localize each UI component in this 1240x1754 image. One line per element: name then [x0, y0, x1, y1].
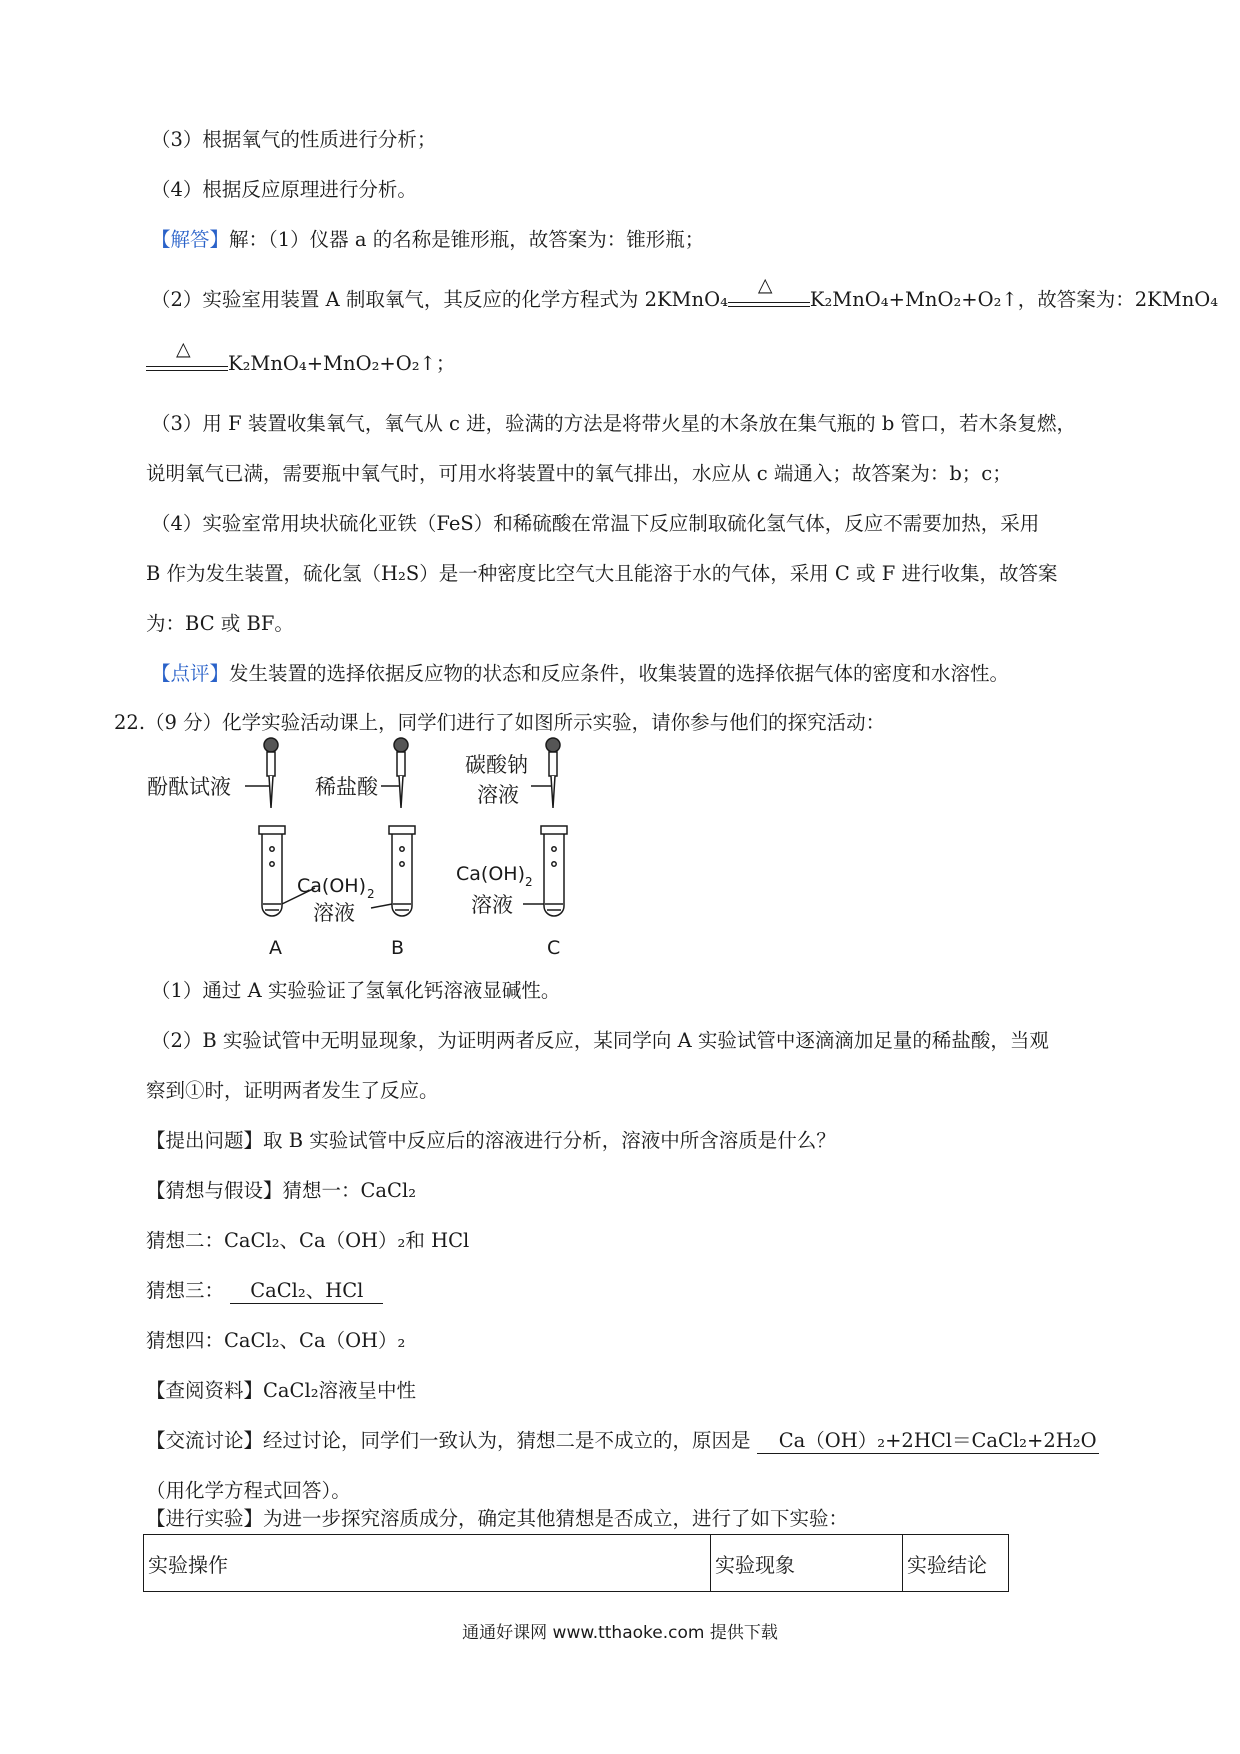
text-line: 察到①时，证明两者发生了反应。	[146, 1079, 439, 1102]
text-line: （1）通过 A 实验验证了氢氧化钙溶液显碱性。	[151, 979, 561, 1002]
text-line	[151, 661, 1009, 687]
test-tube-a	[259, 826, 315, 916]
text-line: （4）实验室常用块状硫化亚铁（FeS）和稀硫酸在常温下反应制取硫化氢气体，反应不需要加热，采用	[151, 512, 1040, 535]
answer-text: 解：（1）仪器 a 的名称是锥形瓶，故答案为：锥形瓶；	[229, 228, 705, 251]
solution-label-b-line1: Ca(OH)	[297, 875, 366, 897]
heating-equals-sign	[728, 273, 810, 314]
solution-label-c-sub: 2	[525, 875, 533, 889]
solution-label-c-line2: 溶液	[471, 893, 513, 917]
table-header-operation: 实验操作	[144, 1535, 711, 1591]
dropper-label-c-line2: 溶液	[477, 783, 519, 807]
page-footer: 通通好课网 www.tthaoke.com 提供下载	[462, 1623, 778, 1643]
text-line: （3）用 F 装置收集氧气，氧气从 c 进，验满的方法是将带火星的木条放在集气瓶的 b 管口，若木条复燃，	[151, 412, 1077, 435]
text-line: 【查阅资料】CaCl₂溶液呈中性	[146, 1379, 417, 1402]
test-tube-c	[523, 826, 567, 916]
text-line: 【猜想与假设】猜想一：CaCl₂	[146, 1179, 417, 1202]
text-line: （2）B 实验试管中无明显现象，为证明两者反应，某同学向 A 实验试管中逐滴滴加足量的稀盐酸，当观	[151, 1029, 1049, 1052]
tube-letter-b: B	[391, 937, 405, 959]
text-line: （3）根据氧气的性质进行分析；	[151, 128, 437, 151]
text-line: 【提出问题】取 B 实验试管中反应后的溶液进行分析，溶液中所含溶质是什么？	[146, 1129, 836, 1152]
test-tube-b	[371, 826, 415, 916]
discussion-answer: Ca（OH）₂+2HCl＝CaCl₂+2H₂O	[757, 1429, 1099, 1454]
dropper-label-b: 稀盐酸	[315, 775, 378, 799]
text-line: （用化学方程式回答）。	[146, 1479, 351, 1502]
solution-label-c-line1: Ca(OH)	[456, 863, 525, 885]
triangle-icon: △	[757, 273, 773, 296]
equation-line	[146, 337, 456, 378]
text-line	[151, 227, 704, 253]
text-line: 猜想二：CaCl₂、Ca（OH）₂和 HCl	[146, 1229, 470, 1252]
dropper-label-c-line1: 碳酸钠	[465, 753, 528, 777]
experiment-table	[143, 1534, 1009, 1592]
text-line	[146, 1278, 383, 1304]
table-header-conclusion: 实验结论	[907, 1553, 987, 1577]
solution-label-b-line2: 溶液	[313, 901, 355, 925]
text-line	[146, 1428, 1099, 1454]
text-line: 为：BC 或 BF。	[146, 612, 294, 635]
dropper-b	[381, 738, 408, 808]
equation-prefix: （2）实验室用装置 A 制取氧气，其反应的化学方程式为 2KMnO₄	[151, 288, 728, 311]
discussion-text: 【交流讨论】经过讨论，同学们一致认为，猜想二是不成立的，原因是	[146, 1429, 751, 1452]
dropper-label-a: 酚酞试液	[147, 775, 231, 799]
text-line: B 作为发生装置，硫化氢（H₂S）是一种密度比空气大且能溶于水的气体，采用 C 或 F 进行收集，故答案	[146, 562, 1058, 585]
tube-letter-c: C	[547, 937, 561, 959]
comment-text: 发生装置的选择依据反应物的状态和反应条件，收集装置的选择依据气体的密度和水溶性。	[229, 662, 1010, 685]
equation-line	[151, 273, 1219, 314]
text-line: （4）根据反应原理进行分析。	[151, 178, 417, 201]
dropper-a	[245, 738, 278, 808]
text-line: 说明氧气已满，需要瓶中氧气时，可用水将装置中的氧气排出，水应从 c 端通入；故答案为：b；c；	[146, 462, 1012, 485]
dropper-c	[531, 738, 560, 808]
table-header-phenomenon: 实验现象	[711, 1535, 903, 1591]
tube-letter-a: A	[269, 937, 282, 959]
text-line: 【进行实验】为进一步探究溶质成分，确定其他猜想是否成立，进行了如下实验：	[146, 1507, 849, 1530]
hypothesis-3-label: 猜想三：	[146, 1279, 225, 1302]
experiment-figure	[145, 728, 605, 968]
triangle-icon: △	[176, 337, 191, 360]
solution-label-b-sub: 2	[367, 887, 375, 901]
equation-suffix: K₂MnO₄+MnO₂+O₂↑；	[228, 352, 456, 375]
comment-tag: 【点评】	[151, 662, 230, 685]
equation-suffix: K₂MnO₄+MnO₂+O₂↑，故答案为：2KMnO₄	[809, 288, 1219, 311]
hypothesis-3-answer: CaCl₂、HCl	[230, 1279, 383, 1304]
answer-tag: 【解答】	[151, 228, 230, 251]
question-22-title: 22.（9 分）化学实验活动课上，同学们进行了如图所示实验，请你参与他们的探究活动：	[114, 711, 886, 734]
heating-equals-sign	[146, 337, 228, 378]
text-line: 猜想四：CaCl₂、Ca（OH）₂	[146, 1329, 406, 1352]
